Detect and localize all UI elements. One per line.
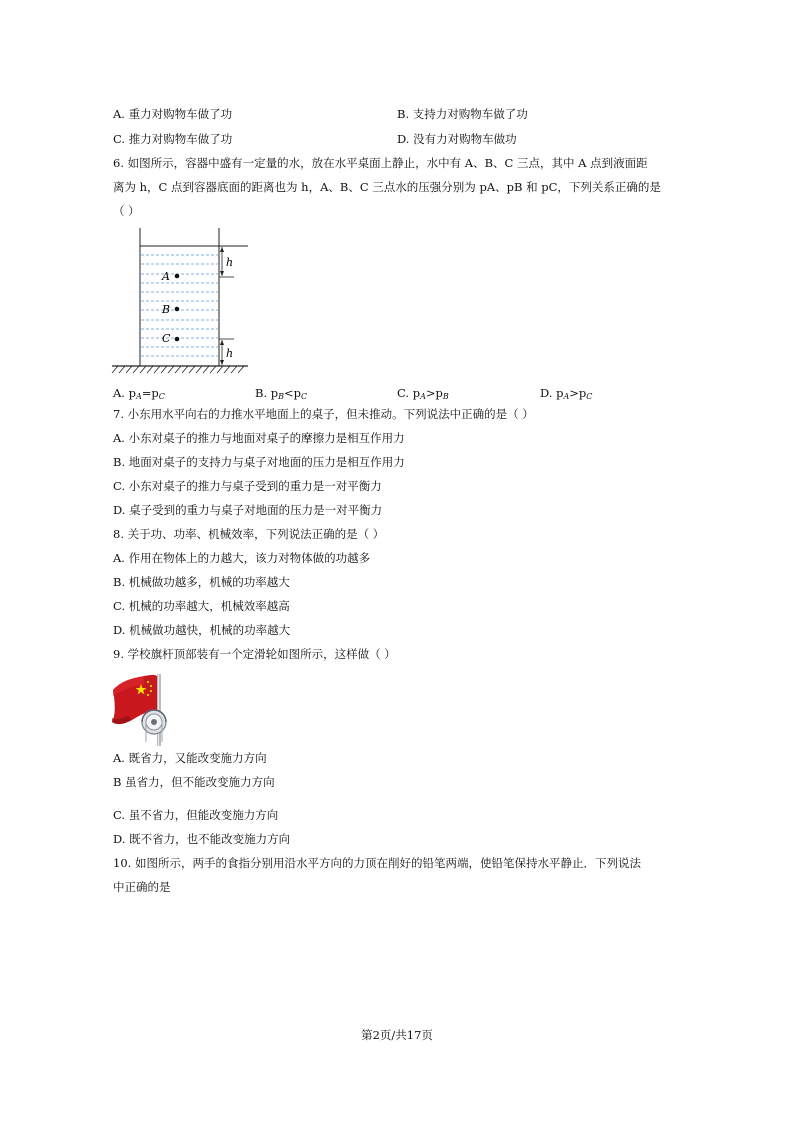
flag-pulley-image — [110, 670, 172, 746]
fig-label-c: C — [162, 332, 171, 345]
q5-option-d: D. 没有力对购物车做功 — [397, 132, 517, 146]
q6-option-b: B. $p_B<p_C$ — [255, 386, 308, 401]
fig-label-h-bottom: h — [226, 347, 234, 360]
q6-option-c: C. $p_A>p_B$ — [397, 386, 449, 401]
q6-option-d: D. $p_A>p_C$ — [540, 386, 593, 401]
q7-option-b: B. 地面对桌子的支持力与桌子对地面的压力是相互作用力 — [113, 455, 405, 469]
q5-option-c: C. 推力对购物车做了功 — [113, 132, 233, 146]
q8-option-a: A. 作用在物体上的力越大，该力对物体做的功越多 — [113, 551, 371, 565]
q8-option-d: D. 机械做功越快，机械的功率越大 — [113, 623, 291, 637]
fig-label-h-top: h — [226, 256, 234, 269]
fig-label-a: A — [162, 270, 170, 283]
q8-option-b: B. 机械做功越多，机械的功率越大 — [113, 575, 290, 589]
q9-option-c: C. 虽不省力，但能改变施力方向 — [113, 808, 279, 822]
q9-option-b: B 虽省力，但不能改变施力方向 — [113, 775, 275, 789]
q6-stem-line1: 6. 如图所示，容器中盛有一定量的水，放在水平桌面上静止，水中有 A、B、C 三点，其中 A 点到液面距 — [113, 156, 648, 170]
q10-stem-line2: 中正确的是 — [113, 880, 171, 894]
q7-stem: 7. 小东用水平向右的力推水平地面上的桌子，但未推动。下列说法中正确的是（ ） — [113, 407, 534, 421]
q6-container-figure — [110, 225, 250, 380]
q8-stem: 8. 关于功、功率、机械效率，下列说法正确的是（ ） — [113, 527, 385, 541]
q6-stem-line2: 离为 h，C 点到容器底面的距离也为 h，A、B、C 三点水的压强分别为 pA、pB 和 pC，下列关系正确的是 — [113, 180, 661, 194]
q5-option-a: A. 重力对购物车做了功 — [113, 107, 233, 121]
q9-stem: 9. 学校旗杆顶部装有一个定滑轮如图所示，这样做（ ） — [113, 647, 396, 661]
page-footer: 第2页/共17页 — [361, 1028, 433, 1042]
q7-option-d: D. 桌子受到的重力与桌子对地面的压力是一对平衡力 — [113, 503, 383, 517]
q6-bracket: （ ） — [113, 204, 140, 218]
q10-stem-line1: 10. 如图所示，两手的食指分别用沿水平方向的力顶在削好的铅笔两端，使铅笔保持水平静止．下列说法 — [113, 856, 641, 870]
q9-option-d: D. 既不省力，也不能改变施力方向 — [113, 832, 291, 846]
q9-option-a: A. 既省力，又能改变施力方向 — [113, 751, 267, 765]
q7-option-c: C. 小东对桌子的推力与桌子受到的重力是一对平衡力 — [113, 479, 382, 493]
q7-option-a: A. 小东对桌子的推力与地面对桌子的摩擦力是相互作用力 — [113, 431, 405, 445]
fig-label-b: B — [162, 303, 171, 316]
q8-option-c: C. 机械的功率越大，机械效率越高 — [113, 599, 290, 613]
q5-option-b: B. 支持力对购物车做了功 — [397, 107, 528, 121]
q6-option-a: A. $p_A=p_C$ — [113, 386, 165, 401]
